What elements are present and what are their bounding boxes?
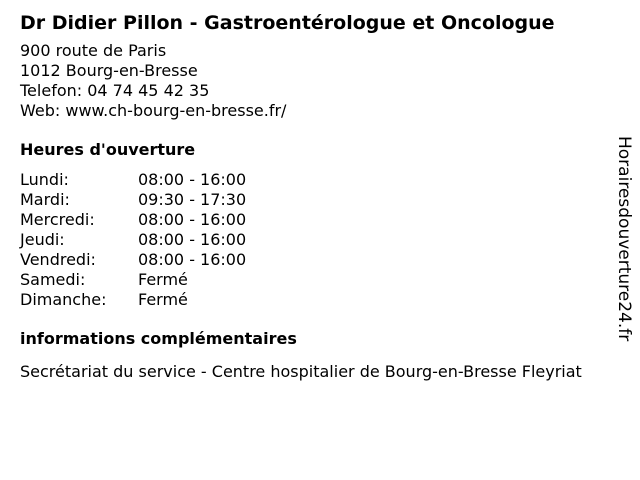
page-title: Dr Didier Pillon - Gastroentérologue et Oncologue — [20, 12, 555, 34]
hours-time: 08:00 - 16:00 — [138, 170, 247, 189]
hours-time: Fermé — [138, 290, 188, 309]
web-line: Web: www.ch-bourg-en-bresse.fr/ — [20, 101, 287, 120]
hours-time: 08:00 - 16:00 — [138, 230, 247, 249]
hours-day: Jeudi: — [20, 230, 65, 249]
info-text: Secrétariat du service - Centre hospitalier de Bourg-en-Bresse Fleyriat — [20, 362, 582, 381]
phone-line: Telefon: 04 74 45 42 35 — [20, 81, 210, 100]
hours-day: Mercredi: — [20, 210, 95, 229]
hours-row-mercredi — [20, 210, 630, 230]
hours-row-samedi — [20, 270, 630, 290]
hours-row-mardi — [20, 190, 630, 210]
hours-day: Lundi: — [20, 170, 69, 189]
hours-time: 08:00 - 16:00 — [138, 250, 247, 269]
side-brand-watermark: Horairesdouverture24.fr — [614, 136, 634, 342]
hours-day: Dimanche: — [20, 290, 107, 309]
hours-row-dimanche — [20, 290, 630, 310]
address-block — [20, 41, 630, 121]
address-city: 1012 Bourg-en-Bresse — [20, 61, 198, 80]
hours-row-jeudi — [20, 230, 630, 250]
hours-day: Vendredi: — [20, 250, 96, 269]
listing-content — [20, 10, 630, 382]
hours-time: 08:00 - 16:00 — [138, 210, 247, 229]
hours-day: Mardi: — [20, 190, 70, 209]
hours-table — [20, 170, 630, 310]
hours-time: 09:30 - 17:30 — [138, 190, 247, 209]
info-heading: informations complémentaires — [20, 329, 297, 348]
hours-heading: Heures d'ouverture — [20, 140, 196, 159]
hours-day: Samedi: — [20, 270, 86, 289]
hours-row-lundi — [20, 170, 630, 190]
address-street: 900 route de Paris — [20, 41, 167, 60]
hours-time: Fermé — [138, 270, 188, 289]
hours-row-vendredi — [20, 250, 630, 270]
